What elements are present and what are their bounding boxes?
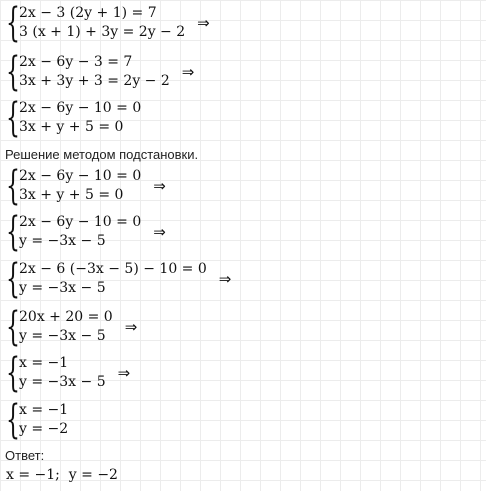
equation-line: 2x − 6y − 3 = 7 bbox=[19, 54, 133, 70]
system-6 bbox=[6, 256, 232, 302]
equation-line: x = −1 bbox=[19, 355, 69, 371]
brace-icon: { bbox=[6, 209, 20, 255]
equation-line: 20x + 20 = 0 bbox=[19, 309, 113, 325]
system-7 bbox=[6, 304, 138, 350]
equation-line: 2x − 6 (−3x − 5) − 10 = 0 bbox=[19, 261, 207, 277]
system-9 bbox=[6, 397, 69, 443]
equation-line: y = −3x − 5 bbox=[19, 374, 106, 390]
equation-line: 2x − 3 (2y + 1) = 7 bbox=[19, 5, 157, 21]
answer-label: Ответ: bbox=[5, 448, 45, 463]
equation-line: 3x + y + 5 = 0 bbox=[19, 187, 124, 203]
system-1 bbox=[6, 0, 210, 46]
brace-icon: { bbox=[6, 95, 20, 141]
brace-icon: { bbox=[6, 397, 20, 443]
equation-line: x = −1 bbox=[19, 402, 69, 418]
implies-arrow-icon: ⇒ bbox=[197, 14, 210, 32]
brace-icon: { bbox=[6, 49, 20, 95]
equation-line: 3 (x + 1) + 3y = 2y − 2 bbox=[19, 24, 186, 40]
method-note: Решение методом подстановки. bbox=[5, 147, 199, 162]
equation-line: 2x − 6y − 10 = 0 bbox=[19, 100, 142, 116]
equation-line: 3x + 3y + 3 = 2y − 2 bbox=[19, 73, 170, 89]
system-4 bbox=[6, 163, 166, 209]
system-5 bbox=[6, 209, 166, 255]
equation-line: 2x − 6y − 10 = 0 bbox=[19, 168, 142, 184]
equation-line: 2x − 6y − 10 = 0 bbox=[19, 214, 142, 230]
equation-line: y = −3x − 5 bbox=[19, 280, 106, 296]
answer-value: x = −1; y = −2 bbox=[6, 467, 118, 483]
implies-arrow-icon: ⇒ bbox=[153, 177, 166, 195]
system-3 bbox=[6, 95, 142, 141]
system-2 bbox=[6, 49, 195, 95]
equation-line: 3x + y + 5 = 0 bbox=[19, 119, 124, 135]
brace-icon: { bbox=[6, 256, 20, 302]
brace-icon: { bbox=[6, 350, 20, 396]
implies-arrow-icon: ⇒ bbox=[153, 223, 166, 241]
implies-arrow-icon: ⇒ bbox=[218, 270, 232, 288]
brace-icon: { bbox=[6, 163, 20, 209]
implies-arrow-icon: ⇒ bbox=[124, 318, 138, 336]
system-8 bbox=[6, 350, 131, 396]
equation-line: y = −3x − 5 bbox=[19, 233, 106, 249]
brace-icon: { bbox=[6, 0, 20, 46]
brace-icon: { bbox=[6, 304, 20, 350]
equation-line: y = −2 bbox=[19, 421, 69, 437]
implies-arrow-icon: ⇒ bbox=[117, 364, 131, 382]
equation-line: y = −3x − 5 bbox=[19, 328, 106, 344]
implies-arrow-icon: ⇒ bbox=[181, 63, 195, 81]
